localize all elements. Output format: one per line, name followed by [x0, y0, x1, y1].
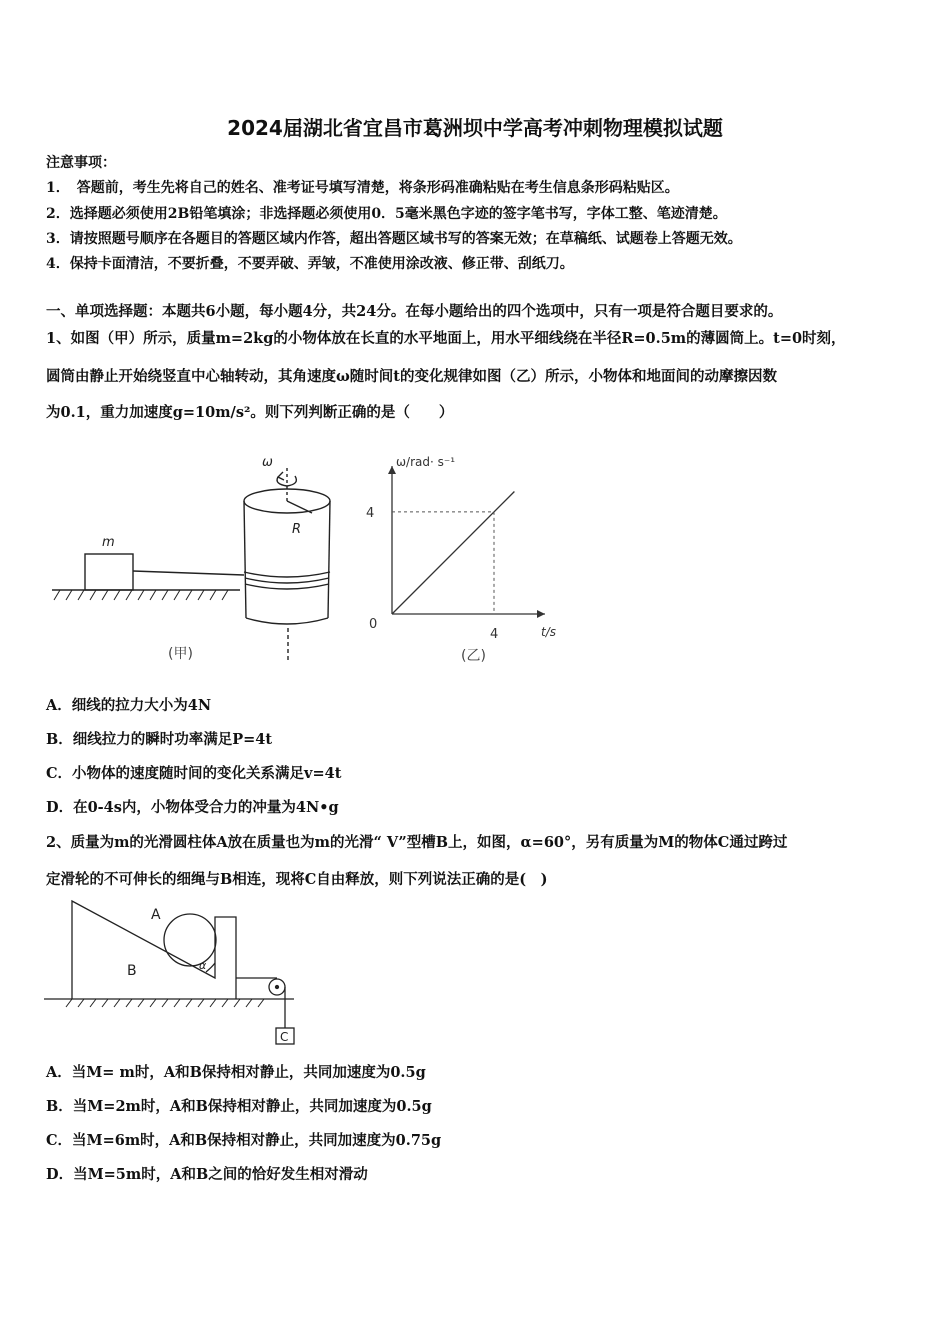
- alpha-arc: [206, 963, 215, 972]
- q2-figure: [44, 895, 304, 1050]
- page-title: 2024届湖北省宜昌市葛洲坝中学高考冲刺物理模拟试题: [227, 116, 723, 140]
- q2-option-a: A．当M= m时，A和B保持相对静止，共同加速度为0.5g: [46, 1064, 426, 1081]
- label-alpha: α: [199, 959, 207, 972]
- q1-line-1: 1、如图（甲）所示，质量m=2kg的小物体放在长直的水平地面上，用水平细线绕在半径R=0.5m的薄圆筒上。t=0时刻，: [46, 330, 846, 347]
- notice-item-4: 4．保持卡面清洁，不要折叠，不要弄破、弄皱，不准使用涂改液、修正带、刮纸刀。: [46, 256, 574, 272]
- origin-label: 0: [369, 617, 378, 632]
- cylinder-a: [164, 914, 216, 966]
- x-axis-arrow-icon: [537, 610, 545, 618]
- y-tick-label: 4: [366, 505, 375, 521]
- q1-option-b: B．细线拉力的瞬时功率满足P=4t: [46, 731, 273, 748]
- y-axis-label: ω/rad· s⁻¹: [396, 455, 456, 469]
- cylinder-right: [328, 501, 330, 618]
- ground-hatch: [54, 590, 228, 600]
- omega-label: ω: [262, 455, 273, 470]
- notice-item-1: 1． 答题前，考生先将自己的姓名、准考证号填写清楚，将条形码准确粘贴在考生信息条形码粘贴区。: [46, 180, 679, 196]
- q2-ground-hatch: [66, 999, 264, 1007]
- notice-heading: 注意事项：: [46, 155, 116, 171]
- label-b: B: [127, 963, 137, 979]
- q1-line-2: 圆筒由静止开始绕竖直中心轴转动，其角速度ω随时间t的变化规律如图（乙）所示，小物体和地面间的动摩擦因数: [46, 368, 777, 385]
- q1-option-c: C．小物体的速度随时间的变化关系满足v=4t: [46, 765, 342, 782]
- q2-option-b: B．当M=2m时，A和B保持相对静止，共同加速度为0.5g: [46, 1098, 432, 1115]
- q1-option-d: D．在0-4s内，小物体受合力的冲量为4N•g: [46, 799, 339, 816]
- small-block: [85, 554, 133, 590]
- q2-option-d: D．当M=5m时，A和B之间的恰好发生相对滑动: [46, 1166, 368, 1183]
- q2-line-1: 2、质量为m的光滑圆柱体A放在质量也为m的光滑“ V”型槽B上，如图，α=60°，另有质量为M的物体C通过跨过: [46, 834, 788, 851]
- y-axis-arrow-icon: [388, 466, 396, 474]
- wrap-line-1: [244, 572, 330, 577]
- series-line: [392, 492, 514, 614]
- pulley-axle-icon: [276, 986, 279, 989]
- q1-chart-yi: [355, 448, 585, 673]
- arrowhead-icon: [278, 472, 284, 480]
- label-a: A: [151, 907, 161, 923]
- caption-yi: (乙): [461, 648, 486, 664]
- string-line: [133, 571, 244, 575]
- x-tick-label: 4: [490, 627, 499, 642]
- q2-line-2: 定滑轮的不可伸长的细绳与B相连，现将C自由释放，则下列说法正确的是( ): [46, 871, 548, 888]
- notice-item-3: 3．请按照题号顺序在各题目的答题区域内作答，超出答题区域书写的答案无效；在草稿纸、试题卷上答题无效。: [46, 231, 742, 247]
- section-heading: 一、单项选择题：本题共6小题，每小题4分，共24分。在每小题给出的四个选项中，只有一项是符合题目要求的。: [46, 303, 783, 320]
- radius-line: [287, 501, 312, 513]
- q1-figure-jia: [50, 448, 350, 673]
- label-c: C: [280, 1030, 289, 1044]
- wrap-line-2: [245, 578, 329, 583]
- q1-line-3: 为0.1，重力加速度g=10m/s²。则下列判断正确的是（ ）: [46, 404, 454, 421]
- notice-item-2: 2．选择题必须使用2B铅笔填涂；非选择题必须使用0．5毫米黑色字迹的签字笔书写，字体工整、笔迹清楚。: [46, 206, 727, 222]
- radius-label: R: [292, 522, 302, 537]
- wrap-line-3: [245, 584, 329, 589]
- caption-jia: (甲): [168, 646, 193, 662]
- x-axis-label: t/s: [541, 625, 556, 639]
- mass-label: m: [102, 535, 115, 550]
- cylinder-bottom: [246, 618, 328, 624]
- q1-option-a: A．细线的拉力大小为4N: [46, 697, 212, 714]
- cylinder-left: [244, 501, 246, 618]
- q2-option-c: C．当M=6m时，A和B保持相对静止，共同加速度为0.75g: [46, 1132, 442, 1149]
